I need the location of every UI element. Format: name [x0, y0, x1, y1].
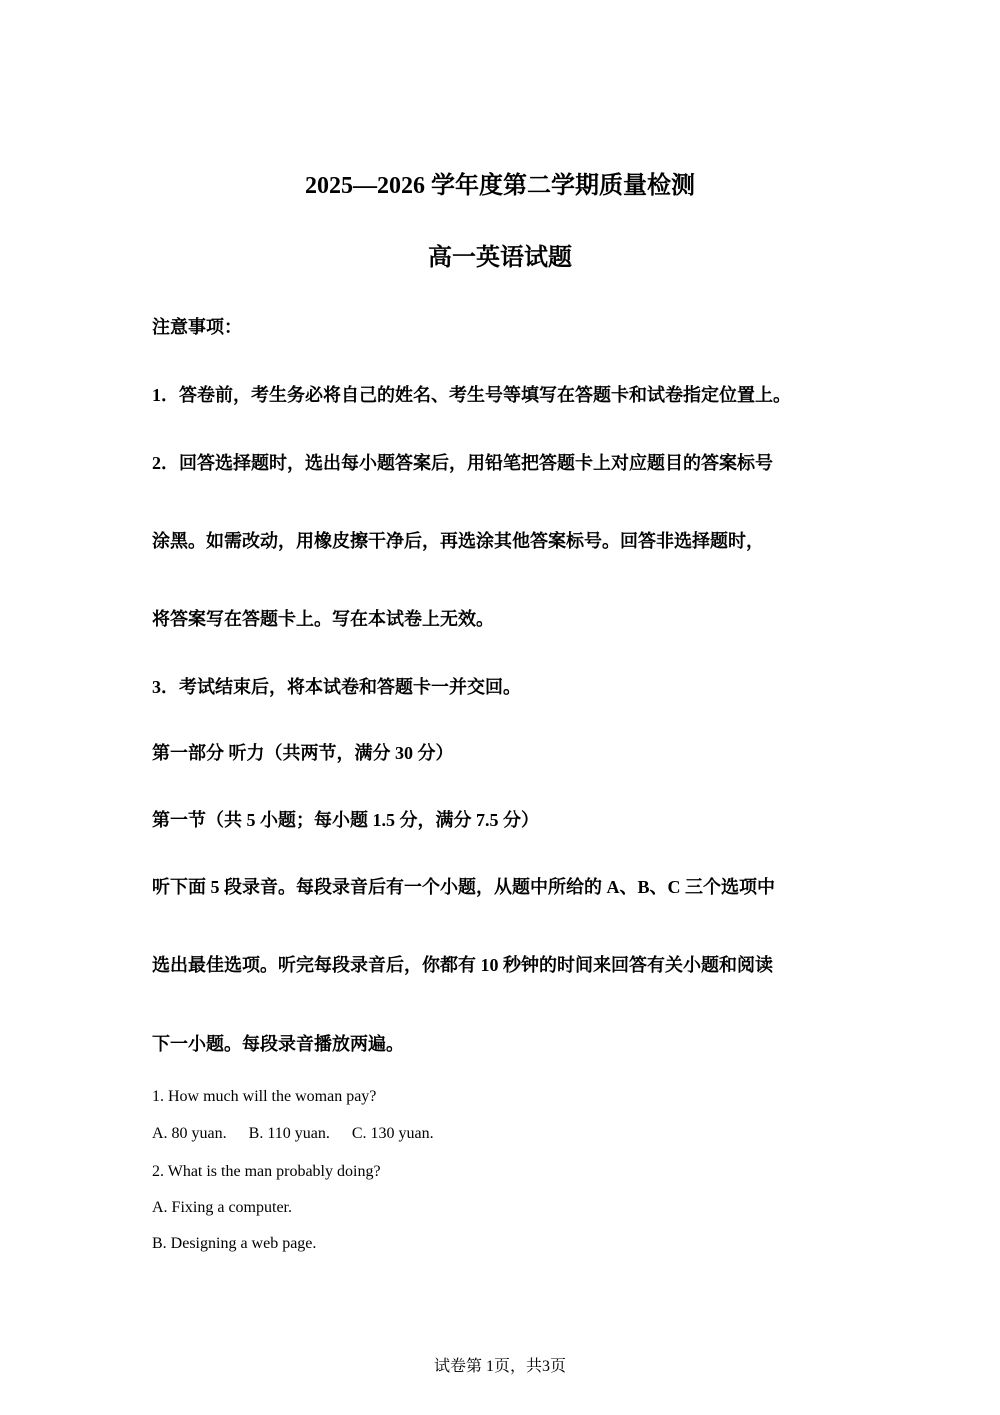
exam-title: 2025—2026 学年度第二学期质量检测: [305, 173, 695, 199]
notice-item-2-line-1: 2．回答选择题时，选出每小题答案后，用铅笔把答题卡上对应题目的答案标号: [152, 453, 773, 473]
notice-item-2-line-3: 将答案写在答题卡上。写在本试卷上无效。: [152, 609, 494, 629]
notice-item-2-line-2: 涂黑。如需改动，用橡皮擦干净后，再选涂其他答案标号。回答非选择题时，: [152, 531, 764, 551]
question-2-option-b: B. Designing a web page.: [152, 1235, 317, 1252]
question-1-option-c: C. 130 yuan.: [351, 1125, 434, 1142]
part1-heading: 第一部分 听力（共两节，满分 30 分）: [152, 743, 454, 763]
instructions-line-1: 听下面 5 段录音。每段录音后有一个小题，从题中所给的 A、B、C 三个选项中: [152, 877, 776, 897]
exam-subtitle: 高一英语试题: [428, 245, 572, 271]
question-2-stem: 2. What is the man probably doing?: [152, 1163, 381, 1180]
question-1-stem: 1. How much will the woman pay?: [152, 1088, 377, 1105]
question-1-option-b: B. 110 yuan.: [248, 1125, 330, 1142]
notice-heading: 注意事项：: [152, 317, 242, 337]
page-footer: 试卷第 1页，共3页: [433, 1358, 566, 1375]
question-2-option-a: A. Fixing a computer.: [152, 1199, 292, 1216]
notice-item-1: 1．答卷前，考生务必将自己的姓名、考生号等填写在答题卡和试卷指定位置上。: [152, 385, 791, 405]
notice-item-3: 3．考试结束后，将本试卷和答题卡一并交回。: [152, 677, 521, 697]
instructions-line-3: 下一小题。每段录音播放两遍。: [152, 1034, 404, 1054]
question-1-options: [152, 1123, 452, 1145]
question-1-option-a: A. 80 yuan.: [152, 1125, 227, 1142]
section1-heading: 第一节（共 5 小题；每小题 1.5 分，满分 7.5 分）: [152, 810, 539, 830]
instructions-line-2: 选出最佳选项。听完每段录音后，你都有 10 秒钟的时间来回答有关小题和阅读: [152, 955, 773, 975]
